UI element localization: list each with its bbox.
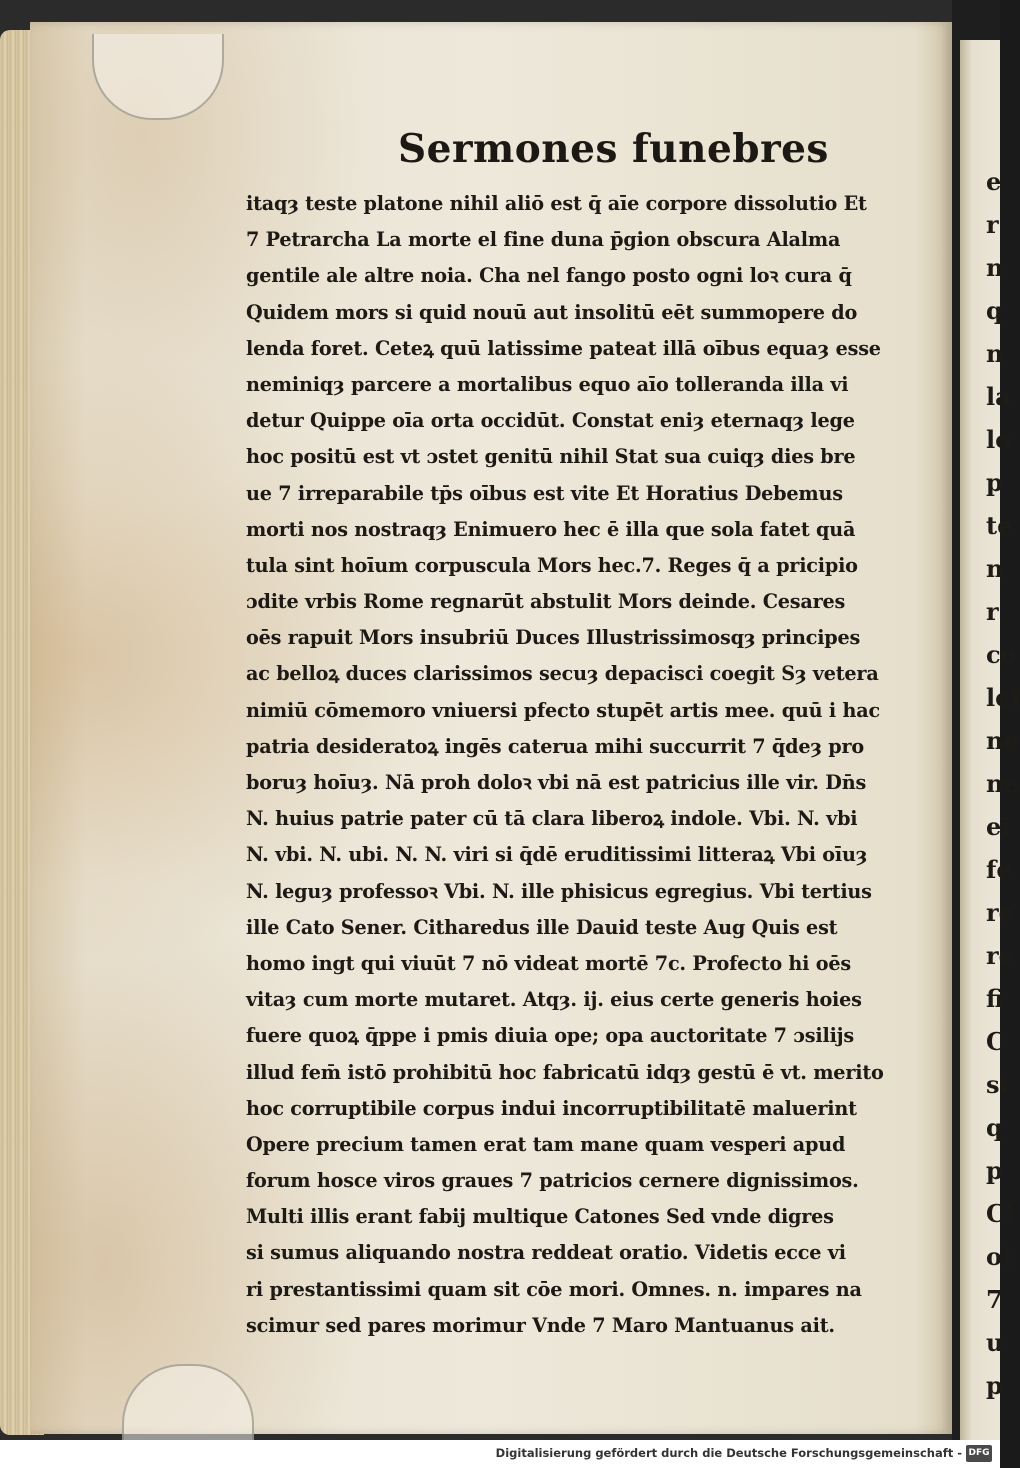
facing-page-fragment: C [986,1027,1006,1056]
facing-page-edge [960,40,1020,1440]
text-line: nimiū cōmemoro vniuersi pfecto stupēt artis mee. quū i hac [246,698,880,722]
text-line: ac belloꝝ duces clarissimos secuȝ depacisci coegit Sȝ vetera [246,662,879,686]
facing-page-fragment: u [986,1328,1004,1357]
text-line: lenda foret. Ceteꝝ quū latissime pateat illā oībus equaȝ esse [246,336,881,360]
text-line: morti nos nostraqȝ Enimuero hec ē illa que sola fatet quā [246,517,856,541]
text-line: oēs rapuit Mors insubriū Duces Illustrissimosqȝ principes [246,626,861,650]
facing-page-fragment: n [986,339,1004,368]
facing-page-fragment: n [986,554,1004,583]
text-line: illud fem̄ istō prohibitū hoc fabricatū idqȝ gestū ē vt. merito [246,1060,884,1084]
text-line: Quidem mors si quid nouū aut insolitū eēt summopere do [246,300,858,324]
text-line: N. huius patrie pater cū tā clara liberoꝝ indole. Vbi. N. vbi [246,807,858,831]
facing-page-fragment: ol [986,1242,1012,1271]
funding-credit: Digitalisierung gefördert durch die Deutsche Forschungsgemeinschaft - [495,1446,962,1460]
text-line: tula sint hoīum corpuscula Mors hec.7. Reges q̄ a pricipio [246,553,858,577]
facing-page-fragment: ei [986,812,1011,841]
text-line: Multi illis erant fabij multique Catones Sed vnde digres [246,1205,834,1229]
facing-page-fragment: ne [986,726,1019,755]
text-line: fuere quoꝝ q̄ppe i pmis diuia ope; opa auctoritate 7 ɔsilijs [246,1024,855,1048]
facing-page-fragment: lei [986,683,1020,712]
facing-page-fragment: p [986,1156,1003,1185]
text-line: forum hosce viros graues 7 patricios cernere dignissimos. [246,1169,859,1193]
text-line: hoc positū est vt ɔstet genitū nihil Stat sua cuiqȝ dies bre [246,445,856,469]
facing-page-fragment: r [986,210,999,239]
glass-clip-top [92,34,224,120]
facing-page-fragment: te [986,511,1013,540]
text-block [246,186,936,1344]
dfg-logo-icon: DFG [966,1445,992,1462]
facing-page-fragment: fi [986,984,1004,1013]
text-line: ille Cato Sener. Citharedus ille Dauid teste Aug Quis est [246,915,838,939]
facing-page-fragment: re [986,898,1014,927]
facing-page-fragment: re [986,941,1014,970]
facing-page-fragment: si [986,1070,1009,1099]
text-line: boruȝ hoīuȝ. Nā proh doloꝛ vbi nā est patricius ille vir. Dn̄s [246,771,867,794]
text-line: itaqȝ teste platone nihil aliō est q̄ aīe corpore dissolutio Et [246,192,867,215]
text-line: gentile ale altre noia. Cha nel fango posto ogni loꝛ cura q̄ [246,264,852,288]
facing-page-fragment: 7 [986,1285,1003,1314]
facing-page-fragment: q [986,296,1003,325]
facing-page-fragment: p [986,1371,1003,1400]
text-line: detur Quippe oīa orta occidūt. Constat eniȝ eternaqȝ lege [246,409,855,433]
text-line: patria desideratoꝝ ingēs caterua mihi succurrit 7 q̄deȝ pro [246,734,864,758]
facing-page-fragment: r [986,597,999,626]
text-line: 7 Petrarcha La morte el fine duna p̄gion obscura Alalma [246,228,841,252]
text-line: ri prestantissimi quam sit cōe mori. Omnes. n. impares na [246,1277,862,1301]
facing-page-fragment: co [986,640,1017,669]
text-line: Opere precium tamen erat tam mane quam vesperi apud [246,1132,846,1156]
text-line: homo ingt qui viuūt 7 nō videat mortē 7c. Profecto hi oēs [246,951,851,975]
facing-page-fragment: Ci [986,1199,1015,1228]
facing-page-fragment: lo [986,425,1012,454]
facing-page-fragment: ne [986,769,1019,798]
text-line: neminiqȝ parcere a mortalibus equo aīo tolleranda illa vi [246,372,849,396]
text-line: N. vbi. N. ubi. N. N. viri si q̄dē eruditissimi litteraꝝ Vbi oīuȝ [246,843,868,867]
facing-page-fragment: fe [986,855,1012,884]
facing-page-fragment: q [986,1113,1003,1142]
text-line: si sumus aliquando nostra reddeat oratio. Videtis ecce vi [246,1241,846,1265]
text-line: N. leguȝ professoꝛ Vbi. N. ille phisicus egregius. Vbi tertius [246,879,872,903]
text-line: vitaȝ cum morte mutaret. Atqȝ. ij. eius certe generis hoies [246,988,862,1012]
text-line: scimur sed pares morimur Vnde 7 Maro Mantuanus ait. [246,1313,835,1337]
facing-page-fragment: la [986,382,1011,411]
facing-page-fragment: e [986,167,1002,196]
text-line: hoc corruptibile corpus indui incorruptibilitatē maluerint [246,1096,857,1120]
page-title: Sermones funebres [398,126,829,172]
footer-bar [0,1440,1000,1468]
text-line: ue 7 irreparabile tp̄s oībus est vite Et Horatius Debemus [246,481,843,505]
facing-page-fragment: n [986,253,1004,282]
facing-page-fragment: p [986,468,1003,497]
text-line: ɔdite vrbis Rome regnarūt abstulit Mors deinde. Cesares [246,590,846,614]
